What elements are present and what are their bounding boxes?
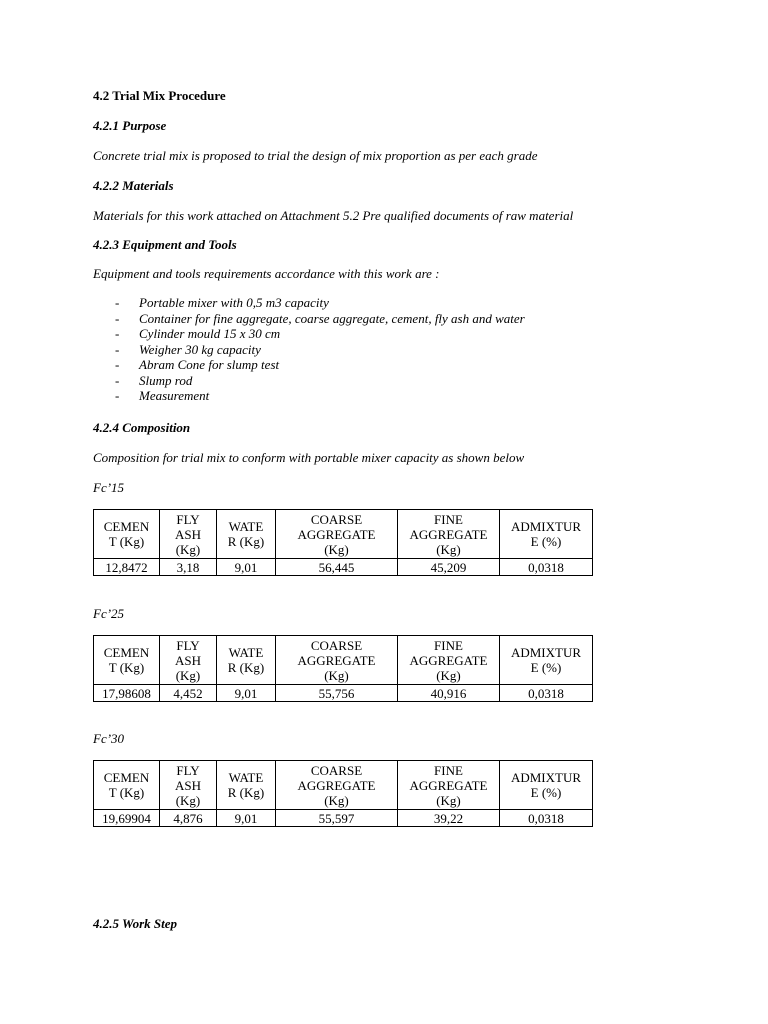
table-cell: 4,876 (160, 810, 217, 827)
bullet-dash: - (115, 295, 120, 310)
table-header-row (94, 636, 593, 685)
table-cell: 9,01 (217, 559, 276, 576)
table-cell: 56,445 (276, 559, 398, 576)
purpose-text: Concrete trial mix is proposed to trial the design of mix proportion as per each grade (93, 148, 538, 163)
bullet-dash: - (115, 388, 120, 403)
table-cell: 39,22 (398, 810, 500, 827)
bullet-dash: - (115, 372, 120, 388)
bullet-dash: - (115, 357, 120, 372)
table-cell: 12,8472 (94, 559, 160, 576)
col-header-coarse-aggregate: COARSE AGGREGATE (Kg) (276, 636, 398, 685)
composition-heading: 4.2.4 Composition (93, 420, 191, 435)
mix-table-fc15 (93, 509, 593, 576)
materials-text: Materials for this work attached on Attachment 5.2 Pre qualified documents of raw material (93, 208, 574, 223)
col-header-fine-aggregate: FINE AGGREGATE (Kg) (398, 510, 500, 559)
col-header-coarse-aggregate: COARSE AGGREGATE (Kg) (276, 510, 398, 559)
col-header-water: WATE R (Kg) (217, 510, 276, 559)
col-header-fly-ash: FLY ASH (Kg) (160, 510, 217, 559)
table-cell: 0,0318 (500, 810, 593, 827)
bullet-dash: - (115, 326, 120, 341)
col-header-fine-aggregate: FINE AGGREGATE (Kg) (398, 636, 500, 685)
table-row (94, 685, 593, 702)
list-item-text: Slump rod (139, 372, 193, 388)
col-header-cement: CEMEN T (Kg) (94, 761, 160, 810)
purpose-heading: 4.2.1 Purpose (93, 118, 167, 133)
table-cell: 19,69904 (94, 810, 160, 827)
table-header-row (94, 761, 593, 810)
col-header-admixture: ADMIXTUR E (%) (500, 761, 593, 810)
list-item-text: Measurement (139, 388, 210, 403)
col-header-coarse-aggregate: COARSE AGGREGATE (Kg) (276, 761, 398, 810)
table-cell: 45,209 (398, 559, 500, 576)
col-header-water: WATE R (Kg) (217, 636, 276, 685)
materials-heading: 4.2.2 Materials (93, 178, 174, 193)
section-heading-trial-mix: 4.2 Trial Mix Procedure (93, 88, 226, 103)
table-header-row (94, 510, 593, 559)
col-header-water: WATE R (Kg) (217, 761, 276, 810)
table-cell: 0,0318 (500, 685, 593, 702)
equipment-heading: 4.2.3 Equipment and Tools (93, 237, 237, 252)
table-cell: 55,756 (276, 685, 398, 702)
list-item-text: Weigher 30 kg capacity (139, 341, 261, 357)
list-item-text: Portable mixer with 0,5 m3 capacity (139, 295, 329, 310)
grade-label-fc25: Fc’25 (93, 606, 125, 621)
composition-intro: Composition for trial mix to conform with portable mixer capacity as shown below (93, 450, 525, 465)
list-item-text: Container for fine aggregate, coarse aggregate, cement, fly ash and water (139, 310, 525, 326)
table-cell: 4,452 (160, 685, 217, 702)
table-cell: 17,98608 (94, 685, 160, 702)
col-header-fine-aggregate: FINE AGGREGATE (Kg) (398, 761, 500, 810)
bullet-dash: - (115, 341, 120, 357)
equipment-intro: Equipment and tools requirements accordance with this work are : (93, 266, 440, 281)
table-cell: 40,916 (398, 685, 500, 702)
table-cell: 0,0318 (500, 559, 593, 576)
table-row (94, 559, 593, 576)
col-header-fly-ash: FLY ASH (Kg) (160, 636, 217, 685)
table-cell: 3,18 (160, 559, 217, 576)
work-step-heading: 4.2.5 Work Step (93, 916, 178, 931)
grade-label-fc15: Fc’15 (93, 480, 125, 495)
table-cell: 9,01 (217, 685, 276, 702)
col-header-fly-ash: FLY ASH (Kg) (160, 761, 217, 810)
col-header-cement: CEMEN T (Kg) (94, 510, 160, 559)
grade-label-fc30: Fc’30 (93, 731, 125, 746)
bullet-dash: - (115, 310, 120, 326)
table-cell: 9,01 (217, 810, 276, 827)
list-item-text: Abram Cone for slump test (139, 357, 280, 372)
col-header-cement: CEMEN T (Kg) (94, 636, 160, 685)
table-row (94, 810, 593, 827)
mix-table-fc30 (93, 760, 593, 827)
col-header-admixture: ADMIXTUR E (%) (500, 636, 593, 685)
table-cell: 55,597 (276, 810, 398, 827)
mix-table-fc25 (93, 635, 593, 702)
list-item-text: Cylinder mould 15 x 30 cm (139, 326, 281, 341)
col-header-admixture: ADMIXTUR E (%) (500, 510, 593, 559)
